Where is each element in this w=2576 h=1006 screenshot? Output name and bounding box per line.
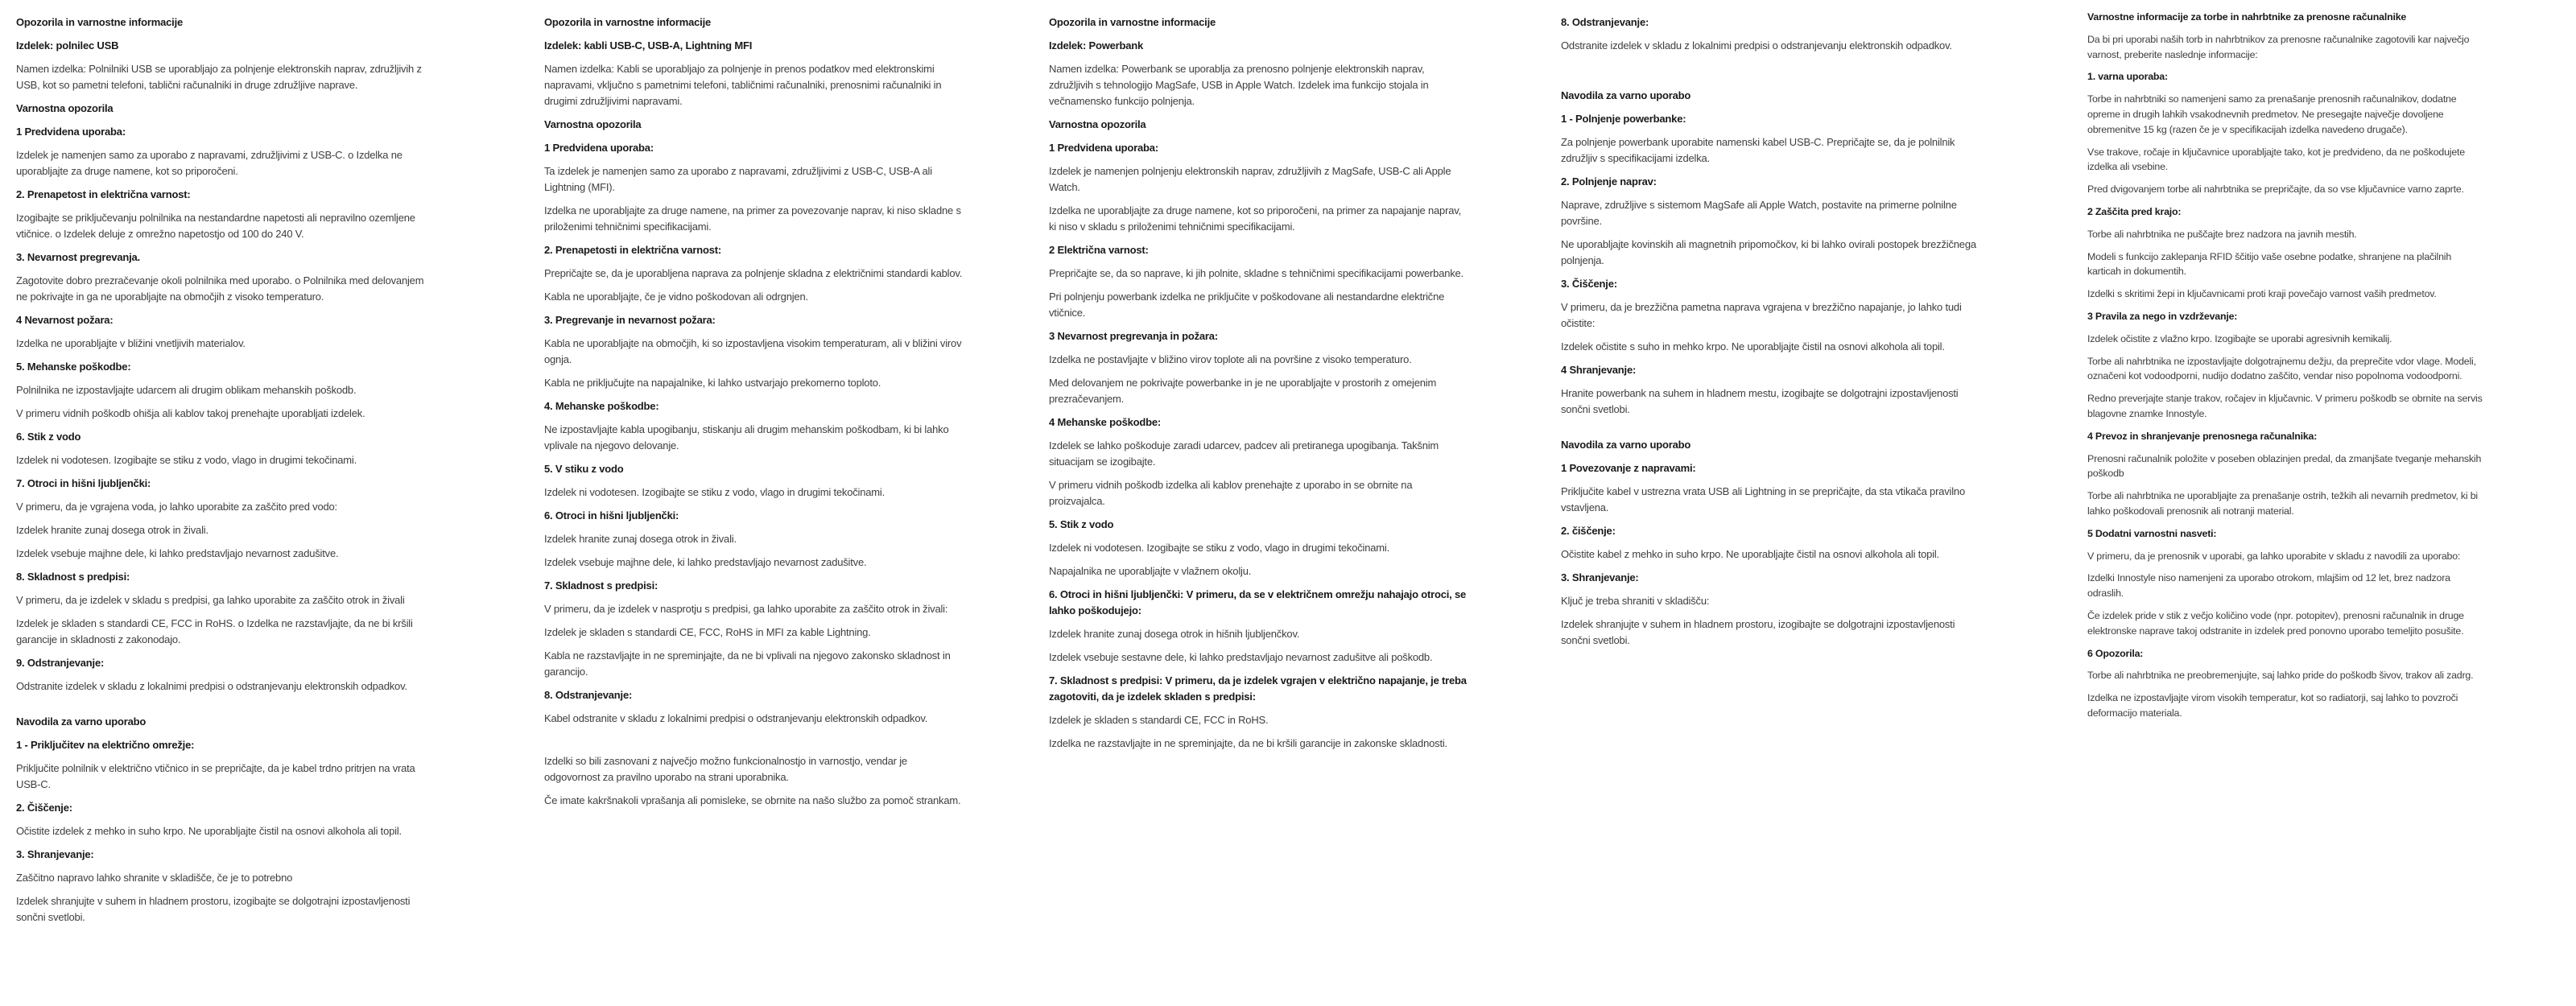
- paragraph: Izdelka ne uporabljajte v bližini vnetljivih materialov.: [16, 337, 246, 349]
- column-3: [1049, 14, 1469, 752]
- paragraph: Izdelek ni vodotesen. Izogibajte se stiku z vodo, vlago in drugimi tekočinami.: [1049, 542, 1390, 554]
- paragraph: Izdelka ne razstavljajte in ne spreminjajte, da ne bi kršili garancije in zakonske skladnosti.: [1049, 737, 1447, 749]
- section-heading: 1 - Polnjenje powerbanke:: [1561, 113, 1686, 125]
- paragraph: Prenosni računalnik položite v poseben oblazinjen predal, da zmanjšate tveganje mehanskih poškodb: [2087, 452, 2482, 480]
- section-heading: 5. V stiku z vodo: [544, 463, 624, 475]
- section-heading: 5. Mehanske poškodbe:: [16, 361, 131, 373]
- section-heading: 2 Zaščita pred krajo:: [2087, 205, 2182, 217]
- paragraph: Torbe ali nahrbtnika ne uporabljajte za prenašanje ostrih, težkih ali nevarnih predmetov, ki bi lahko poškodovali prenosnik ali notranji material.: [2087, 490, 2478, 517]
- section-heading: 7. Otroci in hišni ljubljenčki:: [16, 477, 151, 489]
- paragraph: Redno preverjajte stanje trakov, ročajev in ključavnic. V primeru poškodb se obrnite na servis blagovne znamke Innostyle.: [2087, 393, 2483, 419]
- paragraph: Izdelek ni vodotesen. Izogibajte se stiku z vodo, vlago in drugimi tekočinami.: [544, 486, 886, 498]
- section-heading: 8. Odstranjevanje:: [1561, 16, 1649, 28]
- paragraph: V primeru vidnih poškodb ohišja ali kablov takoj prenehajte uporabljati izdelek.: [16, 407, 365, 419]
- section-heading: 3. Shranjevanje:: [16, 848, 94, 860]
- paragraph: Hranite powerbank na suhem in hladnem mestu, izogibajte se dolgotrajni izpostavljenosti sončni svetlobi.: [1561, 387, 1959, 415]
- paragraph: Odstranite izdelek v skladu z lokalnimi predpisi o odstranjevanju elektronskih odpadkov.: [16, 680, 407, 692]
- section-heading: 6. Otroci in hišni ljubljenčki:: [544, 509, 679, 522]
- paragraph: Torbe in nahrbtniki so namenjeni samo za prenašanje prenosnih računalnikov, dodatne opreme in drugih lahkih vsakodnevnih predmetov. Ne presegajte največje dovoljene obremenitve 15 kg (razen če je v specifikacijah izdelka navedeno drugače).: [2087, 93, 2457, 135]
- paragraph: Če izdelek pride v stik z večjo količino vode (npr. potopitev), prenosni računalnik in druge elektronske naprave takoj odstranite in izdelek pred ponovno uporabo temeljito posušite.: [2087, 609, 2464, 637]
- section-heading: 5 Dodatni varnostni nasveti:: [2087, 527, 2217, 539]
- paragraph: V primeru, da je prenosnik v uporabi, ga lahko uporabite v skladu z navodili za uporabo:: [2087, 550, 2461, 562]
- paragraph: Prepričajte se, da so naprave, ki jih polnite, skladne s tehničnimi specifikacijami powerbanke.: [1049, 267, 1463, 279]
- paragraph: Če imate kakršnakoli vprašanja ali pomisleke, se obrnite na našo službo za pomoč strankam.: [544, 794, 961, 806]
- paragraph: Izdelek je namenjen polnjenju elektronskih naprav, združljivih z MagSafe, USB-C ali Apple Watch.: [1049, 165, 1451, 193]
- section-heading: 9. Odstranjevanje:: [16, 657, 105, 669]
- paragraph: Izdelek shranjujte v suhem in hladnem prostoru, izogibajte se dolgotrajni izpostavljenosti sončni svetlobi.: [16, 895, 411, 923]
- section-heading: Izdelek: Powerbank: [1049, 39, 1144, 52]
- section-heading: 6. Otroci in hišni ljubljenčki: V primeru, da se v električnem omrežju nahajajo otroci, se lahko poškodujejo:: [1049, 588, 1467, 616]
- section-heading: 3. Pregrevanje in nevarnost požara:: [544, 314, 716, 326]
- section-heading: 3 Pravila za nego in vzdrževanje:: [2087, 310, 2238, 322]
- paragraph: Izdelka ne uporabljajte za druge namene, kot so priporočeni, na primer za napajanje naprav, ki niso v skladu s priloženimi tehničnimi specifikacijami.: [1049, 204, 1461, 233]
- paragraph: Izdelek hranite zunaj dosega otrok in živali.: [544, 533, 737, 545]
- paragraph: Izdelek vsebuje majhne dele, ki lahko predstavljajo nevarnost zadušitve.: [544, 556, 867, 568]
- section-heading: Opozorila in varnostne informacije: [544, 16, 712, 28]
- paragraph: Očistite izdelek z mehko in suho krpo. Ne uporabljajte čistil na osnovi alkohola ali topil.: [16, 825, 402, 837]
- paragraph: Izdelek ni vodotesen. Izogibajte se stiku z vodo, vlago in drugimi tekočinami.: [16, 454, 357, 466]
- section-heading: 8. Odstranjevanje:: [544, 689, 633, 701]
- paragraph: Prepričajte se, da je uporabljena naprava za polnjenje skladna z električnimi standardi kablov.: [544, 267, 963, 279]
- paragraph: Izdelek vsebuje majhne dele, ki lahko predstavljajo nevarnost zadušitve.: [16, 547, 339, 559]
- paragraph: Izdelek hranite zunaj dosega otrok in hišnih ljubljenčkov.: [1049, 628, 1300, 640]
- section-heading: 4. Mehanske poškodbe:: [544, 400, 659, 412]
- paragraph: Vse trakove, ročaje in ključavnice uporabljajte tako, kot je predvideno, da ne poškodujete izdelka ali vsebine.: [2087, 146, 2465, 173]
- paragraph: Namen izdelka: Powerbank se uporablja za prenosno polnjenje elektronskih naprav, združljivih s tehnologijo MagSafe, USB in Apple Watch. Izdelek ima funkcijo stojala in večnamensko funkcijo polnjenja.: [1049, 63, 1429, 107]
- paragraph: Očistite kabel z mehko in suho krpo. Ne uporabljajte čistil na osnovi alkohola ali topil.: [1561, 548, 1939, 560]
- paragraph: Namen izdelka: Kabli se uporabljajo za polnjenje in prenos podatkov med elektronskimi napravami, vključno s pametnimi telefoni, tabličnimi računalniki, prenosnimi računalniki in drugimi združljivimi napravami.: [544, 63, 942, 107]
- section-heading: 1 Predvidena uporaba:: [1049, 142, 1158, 154]
- section-heading: 8. Skladnost s predpisi:: [16, 571, 130, 583]
- section-heading: Izdelek: polnilec USB: [16, 39, 119, 52]
- section-heading: Varnostna opozorila: [16, 102, 114, 114]
- paragraph: Izdelek je skladen s standardi CE, FCC in RoHS.: [1049, 714, 1269, 726]
- paragraph: Naprave, združljive s sistemom MagSafe ali Apple Watch, postavite na primerne polnilne površine.: [1561, 199, 1957, 227]
- paragraph: Ta izdelek je namenjen samo za uporabo z napravami, združljivimi z USB-C, USB-A ali Lightning (MFI).: [544, 165, 932, 193]
- paragraph: Polnilnika ne izpostavljajte udarcem ali drugim oblikam mehanskih poškodb.: [16, 384, 357, 396]
- paragraph: V primeru, da je izdelek v skladu s predpisi, ga lahko uporabite za zaščito otrok in živali: [16, 594, 405, 606]
- section-heading: Navodila za varno uporabo: [16, 715, 147, 728]
- paragraph: Izdelek se lahko poškoduje zaradi udarcev, padcev ali pretiranega upogibanja. Takšnim situacijam se izogibajte.: [1049, 439, 1439, 468]
- paragraph: Izdelek vsebuje sestavne dele, ki lahko predstavljajo nevarnost zadušitve ali poškodb.: [1049, 651, 1433, 663]
- section-heading: 4 Prevoz in shranjevanje prenosnega računalnika:: [2087, 430, 2318, 442]
- section-heading: 2. Čiščenje:: [16, 802, 72, 814]
- paragraph: Torbe ali nahrbtnika ne izpostavljajte dolgotrajnemu dežju, da preprečite vdor vlage. Modeli, označeni kot vodoodporni, nudijo dodatno zaščito, vendar niso popolnoma vodoodporni.: [2087, 355, 2476, 382]
- section-heading: Izdelek: kabli USB-C, USB-A, Lightning MFI: [544, 39, 753, 52]
- section-heading: Navodila za varno uporabo: [1561, 439, 1691, 451]
- section-heading: 1 Predvidena uporaba:: [16, 126, 126, 138]
- section-heading: 5. Stik z vodo: [1049, 518, 1114, 530]
- paragraph: Priključite kabel v ustrezna vrata USB ali Lightning in se prepričajte, da sta vtikača pravilno vstavljena.: [1561, 485, 1965, 513]
- paragraph: Torbe ali nahrbtnika ne preobremenjujte, saj lahko pride do poškodb šivov, trakov ali zadrg.: [2087, 670, 2474, 682]
- section-heading: Varnostna opozorila: [1049, 118, 1146, 130]
- paragraph: Izdelek hranite zunaj dosega otrok in živali.: [16, 524, 208, 536]
- paragraph: Izogibajte se priključevanju polnilnika na nestandardne napetosti ali nepravilno ozemljene vtičnice. o Izdelek deluje z omrežno napetostjo od 100 do 240 V.: [16, 212, 415, 240]
- section-heading: 3 Nevarnost pregrevanja in požara:: [1049, 330, 1218, 342]
- section-heading: 1. varna uporaba:: [2087, 71, 2168, 83]
- paragraph: V primeru, da je vgrajena voda, jo lahko uporabite za zaščito pred vodo:: [16, 501, 337, 513]
- section-heading: Varnostne informacije za torbe in nahrbtnike za prenosne računalnike: [2087, 11, 2407, 23]
- paragraph: Kabla ne razstavljajte in ne spreminjajte, da ne bi vplivali na njegovo zakonsko skladnost in garancijo.: [544, 649, 951, 678]
- paragraph: Kabla ne uporabljajte na območjih, ki so izpostavljena visokim temperaturam, ali v bližini virov ognja.: [544, 337, 962, 365]
- paragraph: Izdelki Innostyle niso namenjeni za uporabo otrokom, mlajšim od 12 let, brez nadzora odraslih.: [2087, 572, 2450, 600]
- column-5: [2087, 10, 2485, 721]
- section-heading: 2 Električna varnost:: [1049, 244, 1149, 256]
- paragraph: Odstranite izdelek v skladu z lokalnimi predpisi o odstranjevanju elektronskih odpadkov.: [1561, 39, 1952, 52]
- paragraph: Izdelek je skladen s standardi CE, FCC in RoHS. o Izdelka ne razstavljajte, da ne bi kršili garancije in skladnosti z zakonodajo.: [16, 617, 413, 645]
- paragraph: Zaščitno napravo lahko shranite v skladišče, če je to potrebno: [16, 872, 293, 884]
- paragraph: Zagotovite dobro prezračevanje okoli polnilnika med uporabo. o Polnilnika med delovanjem ne pokrivajte in ga ne uporabljajte na območjih z visoko temperaturo.: [16, 274, 424, 303]
- section-heading: 3. Čiščenje:: [1561, 278, 1617, 290]
- section-heading: 3. Nevarnost pregrevanja.: [16, 251, 140, 263]
- paragraph: V primeru, da je izdelek v nasprotju s predpisi, ga lahko uporabite za zaščito otrok in živali:: [544, 603, 948, 615]
- section-heading: 1 Predvidena uporaba:: [544, 142, 654, 154]
- section-heading: 1 - Priključitev na električno omrežje:: [16, 739, 195, 751]
- section-heading: 7. Skladnost s predpisi: V primeru, da je izdelek vgrajen v električno napajanje, je treba zagotoviti, da je izdelek skladen s predpisi:: [1049, 674, 1467, 703]
- paragraph: V primeru vidnih poškodb izdelka ali kablov prenehajte z uporabo in se obrnite na proizvajalca.: [1049, 479, 1413, 507]
- paragraph: Modeli s funkcijo zaklepanja RFID ščitijo vaše osebne podatke, shranjene na plačilnih karticah in dokumentih.: [2087, 250, 2452, 278]
- paragraph: Napajalnika ne uporabljajte v vlažnem okolju.: [1049, 565, 1252, 577]
- paragraph: Torbe ali nahrbtnika ne puščajte brez nadzora na javnih mestih.: [2087, 228, 2357, 240]
- column-1: [16, 14, 436, 926]
- paragraph: Namen izdelka: Polnilniki USB se uporabljajo za polnjenje elektronskih naprav, združljivih z USB, kot so pametni telefoni, tablični računalniki in druge združljive naprave.: [16, 63, 422, 91]
- section-heading: 2. čiščenje:: [1561, 525, 1616, 537]
- paragraph: Izdelek očistite z vlažno krpo. Izogibajte se uporabi agresivnih kemikalij.: [2087, 332, 2392, 344]
- paragraph: Izdelka ne postavljajte v bližino virov toplote ali na površine z visoko temperaturo.: [1049, 353, 1412, 365]
- paragraph: Za polnjenje powerbank uporabite namenski kabel USB-C. Prepričajte se, da je polnilnik združljiv s specifikacijami izdelka.: [1561, 136, 1955, 164]
- paragraph: Ne izpostavljajte kabla upogibanju, stiskanju ali drugim mehanskim poškodbam, ki bi lahko vplivale na njegovo delovanje.: [544, 423, 949, 451]
- paragraph: Da bi pri uporabi naših torb in nahrbtnikov za prenosne računalnike zagotovili kar največjo varnost, preberite naslednje informacije:: [2087, 33, 2470, 60]
- paragraph: Kabla ne priključujte na napajalnike, ki lahko ustvarjajo prekomerno toploto.: [544, 377, 881, 389]
- section-heading: Varnostna opozorila: [544, 118, 642, 130]
- paragraph: Kabel odstranite v skladu z lokalnimi predpisi o odstranjevanju elektronskih odpadkov.: [544, 712, 928, 724]
- column-4: [1561, 14, 1981, 649]
- section-heading: 4 Mehanske poškodbe:: [1049, 416, 1162, 428]
- section-heading: 7. Skladnost s predpisi:: [544, 579, 658, 592]
- section-heading: 6 Opozorila:: [2087, 647, 2144, 659]
- paragraph: Izdelka ne izpostavljajte virom visokih temperatur, kot so radiatorji, saj lahko to povzroči deformacijo materiala.: [2087, 692, 2458, 719]
- paragraph: Ključ je treba shraniti v skladišču:: [1561, 595, 1710, 607]
- paragraph: Pri polnjenju powerbank izdelka ne priključite v poškodovane ali nestandardne električne vtičnice.: [1049, 291, 1445, 319]
- section-heading: 6. Stik z vodo: [16, 431, 81, 443]
- section-heading: 4 Shranjevanje:: [1561, 364, 1637, 376]
- paragraph: Izdelek je namenjen samo za uporabo z napravami, združljivimi z USB-C. o Izdelka ne uporabljajte za druge namene, kot so priporočeni.: [16, 149, 402, 177]
- section-heading: Opozorila in varnostne informacije: [16, 16, 184, 28]
- column-2: [544, 14, 964, 809]
- paragraph: Izdelek očistite s suho in mehko krpo. Ne uporabljajte čistil na osnovi alkohola ali topil.: [1561, 340, 1945, 353]
- paragraph: Kabla ne uporabljajte, če je vidno poškodovan ali odrgnjen.: [544, 291, 808, 303]
- paragraph: Izdelki s skritimi žepi in ključavnicami proti kraji povečajo varnost vaših predmetov.: [2087, 288, 2437, 300]
- paragraph: Izdelek shranjujte v suhem in hladnem prostoru, izogibajte se dolgotrajni izpostavljenosti sončni svetlobi.: [1561, 618, 1955, 646]
- section-heading: Opozorila in varnostne informacije: [1049, 16, 1216, 28]
- section-heading: 4 Nevarnost požara:: [16, 314, 114, 326]
- section-heading: Navodila za varno uporabo: [1561, 89, 1691, 101]
- paragraph: Med delovanjem ne pokrivajte powerbanke in je ne uporabljajte v prostorih z omejenim prezračevanjem.: [1049, 377, 1437, 405]
- paragraph: Priključite polnilnik v električno vtičnico in se prepričajte, da je kabel trdno pritrjen na vrata USB-C.: [16, 762, 415, 790]
- section-heading: 2. Prenapetost in električna varnost:: [16, 188, 191, 200]
- section-heading: 1 Povezovanje z napravami:: [1561, 462, 1696, 474]
- paragraph: Izdelka ne uporabljajte za druge namene, na primer za povezovanje naprav, ki niso skladne s priloženimi tehničnimi specifikacijami.: [544, 204, 961, 233]
- section-heading: 3. Shranjevanje:: [1561, 571, 1639, 583]
- paragraph: Izdelki so bili zasnovani z največjo možno funkcionalnostjo in varnostjo, vendar je odgovornost za pravilno uporabo na strani uporabnika.: [544, 755, 907, 783]
- paragraph: Pred dvigovanjem torbe ali nahrbtnika se prepričajte, da so vse ključavnice varno zaprte.: [2087, 183, 2464, 196]
- section-heading: 2. Polnjenje naprav:: [1561, 175, 1657, 188]
- paragraph: V primeru, da je brezžična pametna naprava vgrajena v brezžično napajanje, jo lahko tudi očistite:: [1561, 301, 1962, 329]
- paragraph: Ne uporabljajte kovinskih ali magnetnih pripomočkov, ki bi lahko ovirali postopek brezžičnega polnjenja.: [1561, 238, 1976, 266]
- section-heading: 2. Prenapetosti in električna varnost:: [544, 244, 721, 256]
- paragraph: Izdelek je skladen s standardi CE, FCC, RoHS in MFI za kable Lightning.: [544, 626, 871, 638]
